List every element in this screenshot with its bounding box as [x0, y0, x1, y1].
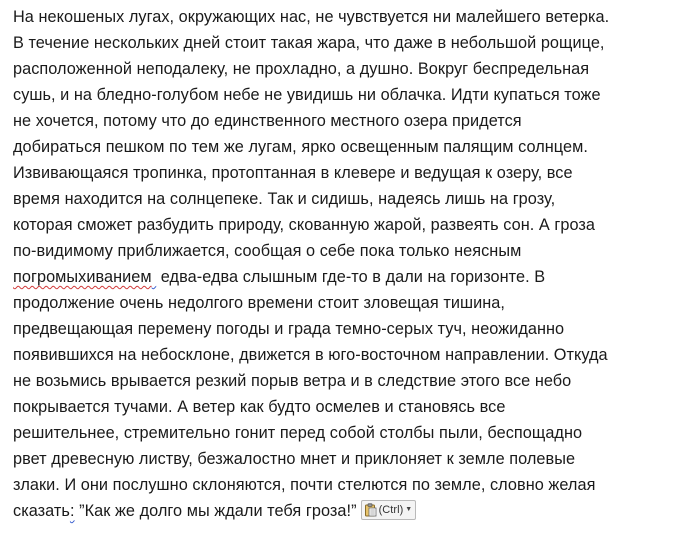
- document-body[interactable]: [13, 4, 673, 524]
- text-line: [13, 264, 673, 290]
- text-line: покрывается тучами. А ветер как будто осмелев и становясь все: [13, 398, 506, 416]
- grammar-flagged-punctuation[interactable]: :: [69, 502, 75, 520]
- text-line: решительнее, стремительно гонит перед собой столбы пыли, беспощадно: [13, 424, 583, 442]
- text-line: [13, 498, 673, 524]
- text-line: злаки. И они послушно склоняются, почти стелются по земле, словно желая: [13, 476, 596, 494]
- text-line: рвет древесную листву, безжалостно мнет и приклоняет к земле полевые: [13, 450, 576, 468]
- text-line: добираться пешком по тем же лугам, ярко освещенным палящим солнцем.: [13, 138, 588, 156]
- text-line: время находится на солнцепеке. Так и сидишь, надеясь лишь на грозу,: [13, 190, 556, 208]
- text-segment: сказать: [13, 502, 70, 520]
- paste-options-button[interactable]: [361, 500, 417, 520]
- paste-options-label: (Ctrl): [378, 503, 404, 516]
- text-line: расположенной неподалеку, не прохладно, а душно. Вокруг беспредельная: [13, 60, 590, 78]
- text-line: которая сможет разбудить природу, скованную жарой, развеять сон. А гроза: [13, 216, 596, 234]
- text-line: На некошеных лугах, окружающих нас, не чувствуется ни малейшего ветерка.: [13, 8, 610, 26]
- text-line: сушь, и на бледно-голубом небе не увидишь ни облачка. Идти купаться тоже: [13, 86, 601, 104]
- text-line: предвещающая перемену погоды и града темно-серых туч, неожиданно: [13, 320, 565, 338]
- text-line: по-видимому приближается, сообщая о себе пока только неясным: [13, 242, 522, 260]
- text-line: В течение нескольких дней стоит такая жара, что даже в небольшой рощице,: [13, 34, 605, 52]
- text-line: не хочется, потому что до единственного местного озера придется: [13, 112, 522, 130]
- text-line: не возьмись врывается резкий порыв ветра и в следствие этого все небо: [13, 372, 572, 390]
- misspelled-word[interactable]: погромыхиванием: [13, 268, 152, 286]
- text-segment: ”Как же долго мы ждали тебя гроза!”: [74, 502, 357, 520]
- text-line: Извивающаяся тропинка, протоптанная в клевере и ведущая к озеру, все: [13, 164, 573, 182]
- text-line: появившихся на небосклоне, движется в юго-восточном направлении. Откуда: [13, 346, 608, 364]
- chevron-down-icon: ▼: [405, 505, 413, 513]
- clipboard-icon: [364, 503, 377, 517]
- text-segment: едва-едва слышным где-то в дали на горизонте. В: [156, 268, 546, 286]
- text-line: продолжение очень недолгого времени стоит зловещая тишина,: [13, 294, 505, 312]
